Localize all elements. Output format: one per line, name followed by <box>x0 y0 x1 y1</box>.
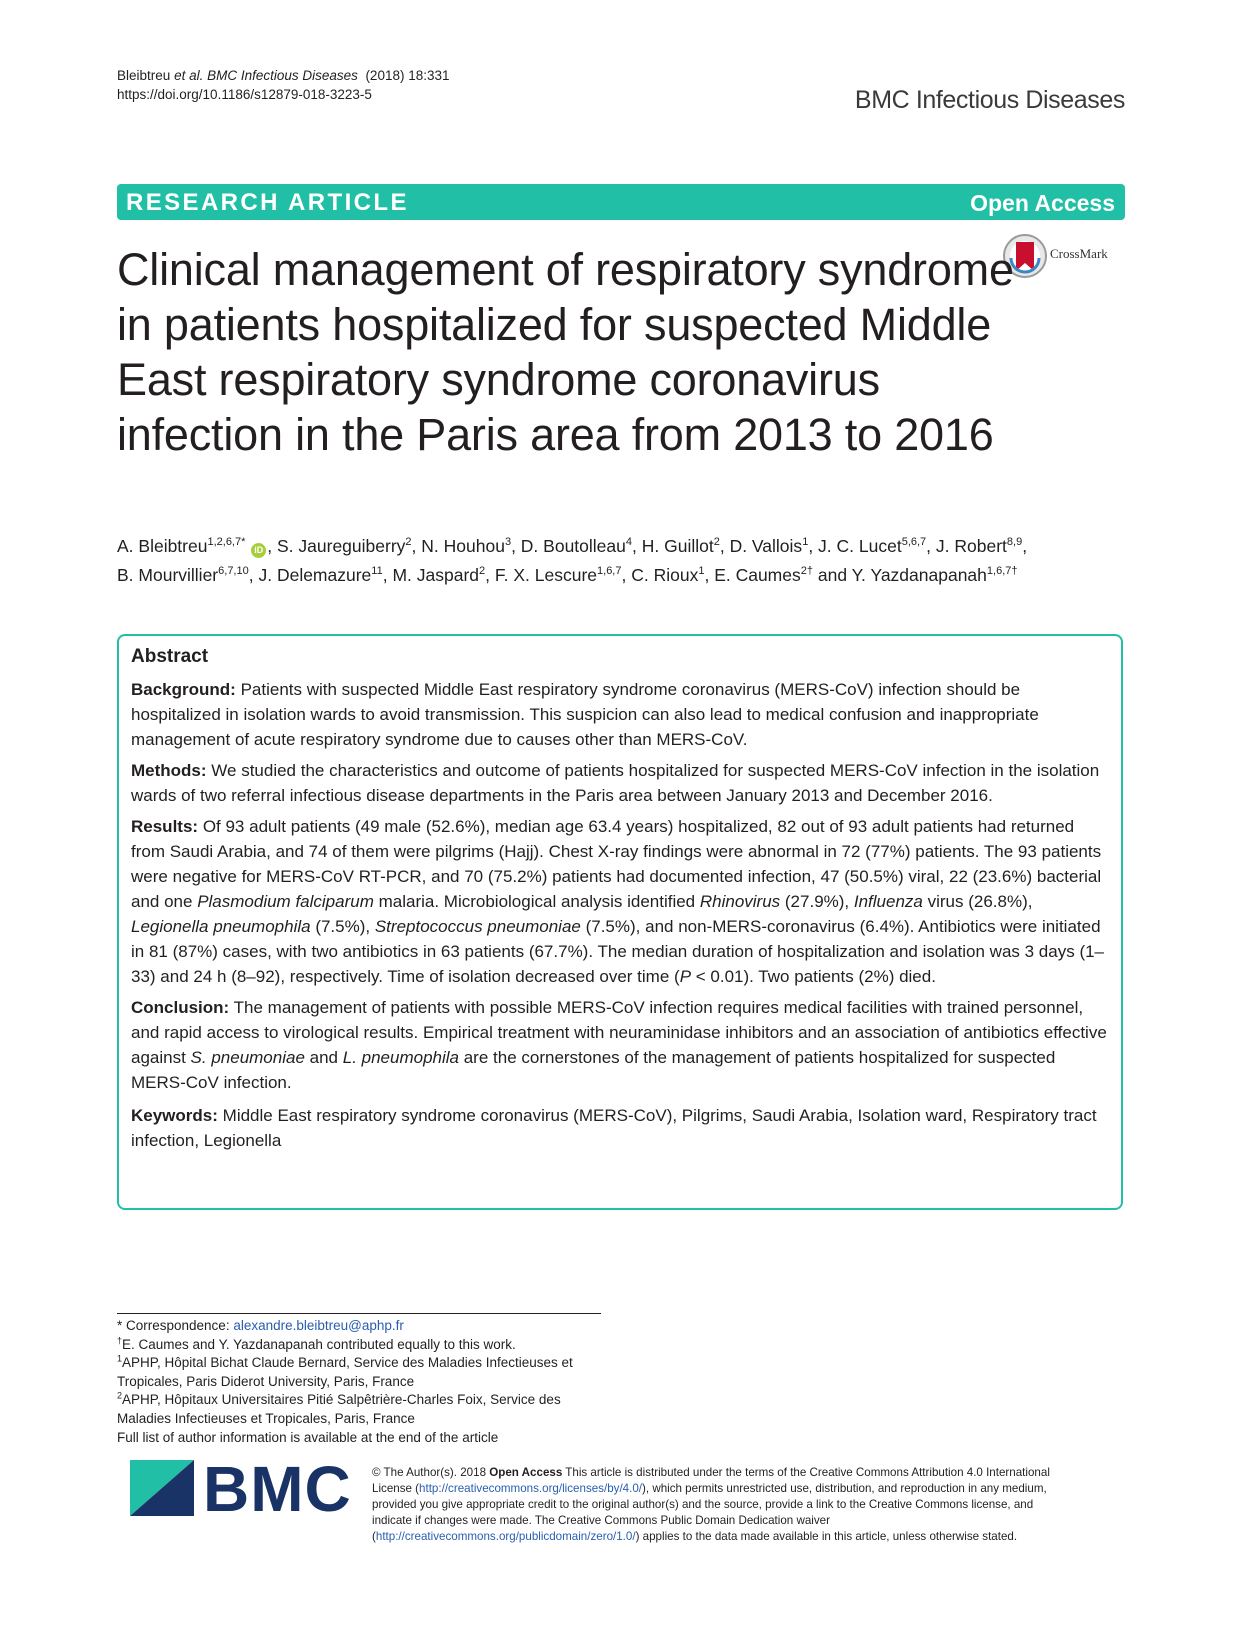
footnotes <box>117 1317 617 1447</box>
citation-header <box>117 66 450 104</box>
author <box>642 536 720 556</box>
results-text: (7.5%), <box>310 917 375 936</box>
results-streptococcus: Streptococcus pneumoniae <box>374 917 581 936</box>
conclusion-label: Conclusion: <box>131 998 230 1017</box>
results-text: (27.9%), <box>780 892 854 911</box>
results-text: < 0.01). Two patients (2%) died. <box>691 967 936 986</box>
abstract-results <box>131 814 1111 989</box>
author <box>258 565 382 585</box>
author-name: E. Caumes <box>714 565 801 585</box>
license-body: ) applies to the data made available in this article, unless otherwise stated. <box>635 1530 1018 1543</box>
conclusion-text: The management of patients with possible MERS-CoV infection requires medical facilities with trained personnel, and rapid access to virological results. Empirical treatment with neuraminidase inhibitors and an association of antibiotics effective against <box>131 998 1107 1067</box>
author-name: J. Delemazure <box>258 565 372 585</box>
author <box>631 565 704 585</box>
orcid-icon[interactable]: iD <box>251 543 266 558</box>
author-affiliation-sup: 4 <box>625 536 632 549</box>
author-affiliation-sup: 1 <box>698 565 705 578</box>
author <box>521 536 632 556</box>
author <box>936 536 1022 556</box>
bmc-logo-text: BMC <box>203 1453 352 1525</box>
abstract-keywords <box>131 1103 1111 1153</box>
results-text: malaria. Microbiological analysis identified <box>373 892 700 911</box>
license-text <box>372 1465 1072 1545</box>
abstract-conclusion <box>131 995 1111 1095</box>
conclusion-text: are the cornerstones of the management of patients hospitalized for suspected MERS-CoV infection. <box>131 1048 1056 1092</box>
results-label: Results: <box>131 817 199 836</box>
author-affiliation-sup: 1,6,7 <box>597 565 622 578</box>
author <box>277 536 412 556</box>
results-text: Of 93 adult patients (49 male (52.6%), median age 63.4 years) hospitalized, 82 out of 93 adult patients had returned from Saudi Arabia, and 74 of them were pilgrims (Hajj). Chest X-ray findings were abnormal in 72 (77%) patients. The 93 patients were negative for MERS-CoV RT-PCR, and 70 (75.2%) patients had documented infection, 47 (50.5%) viral, 22 (23.6%) bacterial and one <box>131 817 1102 911</box>
correspondence-label: * Correspondence: <box>117 1318 234 1333</box>
bmc-logo-icon <box>130 1460 194 1516</box>
results-p-value: P <box>679 967 692 986</box>
author-name: Y. Yazdanapanah <box>851 565 987 585</box>
author-affiliation-sup: 2 <box>479 565 486 578</box>
crossmark-badge[interactable] <box>1002 233 1130 279</box>
author-affiliation-sup: 5,6,7 <box>901 536 927 549</box>
open-access-label: Open Access <box>970 190 1115 216</box>
author-list: A. Bleibtreu$^{1,2,6,7*}$ iD , S. Jaureguiberry$^2$, N. Houhou$^3$, D. Boutolleau$^4$, H. Guillot$^2$, D. Vallois$^1$, J. C. Lucet$^{5,6,7}$, J. Robert$^{8,9}$, B. Mourvillier$^{6,7,10}$, J. Delemazure$^{11}$, M. Jaspard$^2$, F. X. Lescure$^{1,6,7}$, C. Rioux$^1$, E. Caumes$^{2\dagger}$ and Y. Yazdanapanah$^{1,6,7\dagger}$ <box>117 536 1028 585</box>
article-type-banner <box>117 184 1125 220</box>
citation-line <box>117 66 450 85</box>
affiliation-1-text: APHP, Hôpital Bichat Claude Bernard, Service des Maladies Infectieuses et Tropicales, Paris Diderot University, Paris, France <box>117 1355 573 1389</box>
results-legionella: Legionella pneumophila <box>131 917 311 936</box>
results-rhinovirus: Rhinovirus <box>699 892 781 911</box>
keywords-text: Middle East respiratory syndrome coronavirus (MERS-CoV), Pilgrims, Saudi Arabia, Isolation ward, Respiratory tract infection, Legionella <box>131 1106 1097 1150</box>
author-name: M. Jaspard <box>392 565 480 585</box>
author-name: J. C. Lucet <box>818 536 902 556</box>
background-label: Background: <box>131 680 236 699</box>
author-and: and <box>817 565 848 585</box>
citation-etal: et al. <box>174 68 204 83</box>
author-affiliation-sup: 1,6,7† <box>986 565 1018 578</box>
license-body: This article is distributed under the terms of the Creative Commons Attribution 4.0 International License ( <box>372 1466 1050 1495</box>
author-affiliation-sup: 2 <box>405 536 412 549</box>
correspondence-email-link[interactable]: alexandre.bleibtreu@aphp.fr <box>233 1318 404 1333</box>
affiliation-2 <box>117 1391 617 1428</box>
full-author-info-note: Full list of author information is available at the end of the article <box>117 1429 499 1445</box>
license-link-cc-zero[interactable]: http://creativecommons.org/publicdomain/zero/1.0/ <box>375 1530 636 1543</box>
author-name: F. X. Lescure <box>494 565 598 585</box>
license-link-cc-by[interactable]: http://creativecommons.org/licenses/by/4.0/ <box>419 1482 643 1495</box>
equal-contribution-text: E. Caumes and Y. Yazdanapanah contributed equally to this work. <box>122 1336 516 1352</box>
author-name: S. Jaureguiberry <box>277 536 406 556</box>
doi-link[interactable]: https://doi.org/10.1186/s12879-018-3223-5 <box>117 87 372 102</box>
abstract-heading: Abstract <box>131 646 209 667</box>
crossmark-label: CrossMark <box>1050 246 1108 261</box>
author-name: J. Robert <box>935 536 1007 556</box>
footnote-divider <box>117 1313 601 1314</box>
author <box>392 565 485 585</box>
results-influenza: Influenza <box>853 892 923 911</box>
abstract-box <box>117 634 1123 1210</box>
conclusion-text: and <box>304 1048 343 1067</box>
abstract-background <box>131 677 1111 752</box>
results-text: (7.5%), and non-MERS-coronavirus (6.4%). Antibiotics were initiated in 81 (87%) cases, with two antibiotics in 63 patients (67.7%). The median duration of hospitalization and isolation was 3 days (1–33) and 24 h (8–92), respectively. Time of isolation decreased over time ( <box>131 917 1105 986</box>
author <box>818 536 926 556</box>
author-affiliation-sup: 2 <box>713 536 720 549</box>
affiliation-1 <box>117 1354 617 1391</box>
author-name: D. Boutolleau <box>520 536 626 556</box>
conclusion-s-pneumoniae: S. pneumoniae <box>190 1048 305 1067</box>
author <box>730 536 809 556</box>
keywords-label: Keywords: <box>131 1106 218 1125</box>
citation-journal: BMC Infectious Diseases <box>207 68 358 83</box>
author-name: B. Mourvillier <box>117 565 219 585</box>
author-name: H. Guillot <box>641 536 714 556</box>
license-copyright: © The Author(s). 2018 <box>372 1466 490 1479</box>
article-title: Clinical management of respiratory syndrome in patients hospitalized for suspected Middle East respiratory syndrome coronavirus infection in the Paris area from 2013 to 2016 <box>117 244 1014 460</box>
author-affiliation-sup: 6,7,10 <box>218 565 249 578</box>
author <box>421 536 511 556</box>
license-open-access: Open Access <box>489 1466 563 1479</box>
background-text: Patients with suspected Middle East respiratory syndrome coronavirus (MERS-CoV) infection should be hospitalized in isolation wards to avoid transmission. This suspicion can also lead to medical confusion and inappropriate management of acute respiratory syndrome due to causes other than MERS-CoV. <box>131 680 1039 749</box>
author-affiliation-sup: 2† <box>800 565 813 578</box>
correspondence <box>117 1317 617 1336</box>
results-plasmodium: Plasmodium falciparum <box>197 892 374 911</box>
dagger-mark: † <box>117 1335 123 1346</box>
equal-contribution-note <box>117 1336 617 1355</box>
citation-author: Bleibtreu <box>117 68 171 83</box>
author-affiliation-sup: 3 <box>504 536 512 549</box>
affiliation-1-mark: 1 <box>117 1353 123 1364</box>
author-affiliation-sup: 11 <box>371 565 383 578</box>
affiliation-2-text: APHP, Hôpitaux Universitaires Pitié Salpêtrière-Charles Foix, Service des Maladies Infectieuses et Tropicales, Paris, France <box>117 1392 561 1426</box>
author-affiliation-sup: 1,2,6,7* <box>207 536 246 549</box>
journal-name: BMC Infectious Diseases <box>854 86 1125 114</box>
methods-text: We studied the characteristics and outcome of patients hospitalized for suspected MERS-CoV infection in the isolation wards of two referral infectious disease departments in the Paris area between January 2013 and December 2016. <box>131 761 1100 805</box>
results-text: virus (26.8%), <box>922 892 1033 911</box>
citation-volume: (2018) 18:331 <box>365 68 450 83</box>
author-name: N. Houhou <box>421 536 505 556</box>
author <box>117 565 249 585</box>
conclusion-l-pneumophila: L. pneumophila <box>342 1048 459 1067</box>
bmc-logo <box>130 1453 352 1525</box>
author <box>495 565 622 585</box>
abstract-methods <box>131 758 1111 808</box>
author <box>852 565 1018 585</box>
affiliation-2-mark: 2 <box>117 1390 123 1401</box>
author <box>117 536 267 556</box>
author <box>714 565 813 585</box>
methods-label: Methods: <box>131 761 207 780</box>
license-body: ), which permits unrestricted use, distribution, and reproduction in any medium, provided you give appropriate credit to the original author(s) and the source, provide a link to the Creative Commons license, and indicate if changes were made. The Creative Commons Public Domain Dedication waiver ( <box>372 1482 1047 1543</box>
author-name: D. Vallois <box>729 536 803 556</box>
author-name: C. Rioux <box>631 565 699 585</box>
article-type-label: RESEARCH ARTICLE <box>126 189 409 216</box>
author-affiliation-sup: 8,9 <box>1006 536 1023 549</box>
author-name: A. Bleibtreu <box>117 536 208 556</box>
author-affiliation-sup: 1 <box>802 536 809 549</box>
